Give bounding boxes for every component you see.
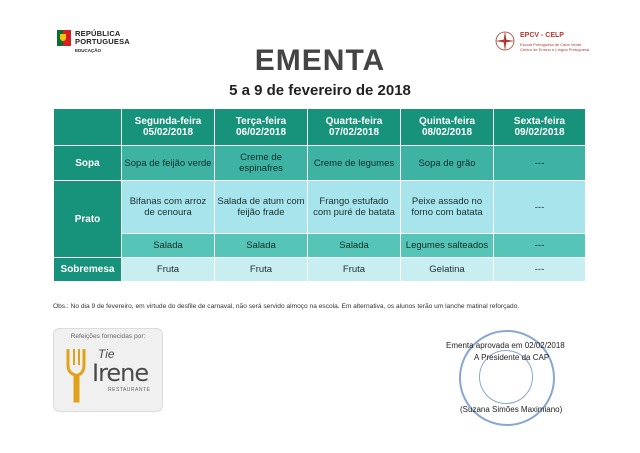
menu-cell: --- bbox=[494, 146, 586, 181]
school-line1: Escola Portuguesa de Cabo Verde bbox=[520, 42, 582, 47]
menu-cell: Gelatina bbox=[401, 258, 494, 282]
restaurant-tie: Tie bbox=[98, 347, 115, 361]
menu-cell: Salada bbox=[215, 234, 308, 258]
day-header: Segunda-feira 05/02/2018 bbox=[122, 109, 215, 146]
row-label: Sopa bbox=[54, 146, 122, 181]
menu-cell: --- bbox=[494, 258, 586, 282]
menu-cell: Frango estufado com puré de batata bbox=[308, 181, 401, 234]
school-abbr: EPCV - CELP bbox=[520, 32, 564, 39]
menu-cell: Fruta bbox=[122, 258, 215, 282]
week-range: 5 a 9 de fevereiro de 2018 bbox=[229, 82, 411, 99]
approval-signer: (Suzana Simões Maximiano) bbox=[460, 405, 563, 414]
table-row-sobremesa bbox=[54, 258, 586, 282]
corner-cell bbox=[54, 109, 122, 146]
menu-cell: Salada bbox=[122, 234, 215, 258]
menu-table bbox=[53, 108, 586, 282]
approval-date: Ementa aprovada em 02/02/2018 bbox=[446, 341, 565, 350]
row-label: Sobremesa bbox=[54, 258, 122, 282]
day-header: Quarta-feira 07/02/2018 bbox=[308, 109, 401, 146]
menu-cell: Sopa de feijão verde bbox=[122, 146, 215, 181]
gov-line1: REPÚBLICA bbox=[75, 29, 121, 38]
menu-cell: Sopa de grão bbox=[401, 146, 494, 181]
menu-cell: Fruta bbox=[308, 258, 401, 282]
restaurant-card bbox=[53, 328, 163, 412]
observation-note: Obs.: No dia 9 de fevereiro, em virtude do desfile de carnaval, não será servido almoço na escola. Em alternativa, os alunos terão um lanche matinal reforçado. bbox=[53, 303, 520, 310]
gov-line2: PORTUGUESA bbox=[75, 37, 130, 46]
restaurant-sub: RESTAURANTE bbox=[108, 387, 151, 393]
approval-role: A Presidente da CAP bbox=[474, 353, 550, 362]
menu-cell: Creme de espinafres bbox=[215, 146, 308, 181]
restaurant-name: Irene bbox=[92, 359, 149, 387]
menu-cell: --- bbox=[494, 234, 586, 258]
menu-cell: Salada bbox=[308, 234, 401, 258]
restaurant-label: Refeições fornecidas por: bbox=[70, 333, 146, 340]
menu-cell: Bifanas com arroz de cenoura bbox=[122, 181, 215, 234]
page-title: EMENTA bbox=[254, 44, 386, 77]
school-line2: Centro de Ensino e Língua Portuguesa bbox=[520, 47, 590, 52]
menu-cell: Salada de atum com feijão frade bbox=[215, 181, 308, 234]
table-row-sopa bbox=[54, 146, 586, 181]
row-label: Prato bbox=[54, 181, 122, 258]
day-header: Terça-feira 06/02/2018 bbox=[215, 109, 308, 146]
menu-cell: Creme de legumes bbox=[308, 146, 401, 181]
table-row-prato-side bbox=[54, 234, 586, 258]
menu-cell: --- bbox=[494, 181, 586, 234]
table-row-prato bbox=[54, 181, 586, 234]
table-header-row bbox=[54, 109, 586, 146]
day-header: Sexta-feira 09/02/2018 bbox=[494, 109, 586, 146]
menu-cell: Fruta bbox=[215, 258, 308, 282]
menu-cell: Legumes salteados bbox=[401, 234, 494, 258]
day-header: Quinta-feira 08/02/2018 bbox=[401, 109, 494, 146]
gov-line3: EDUCAÇÃO bbox=[75, 48, 102, 53]
menu-cell: Peixe assado no forno com batata bbox=[401, 181, 494, 234]
fork-icon bbox=[62, 345, 88, 405]
